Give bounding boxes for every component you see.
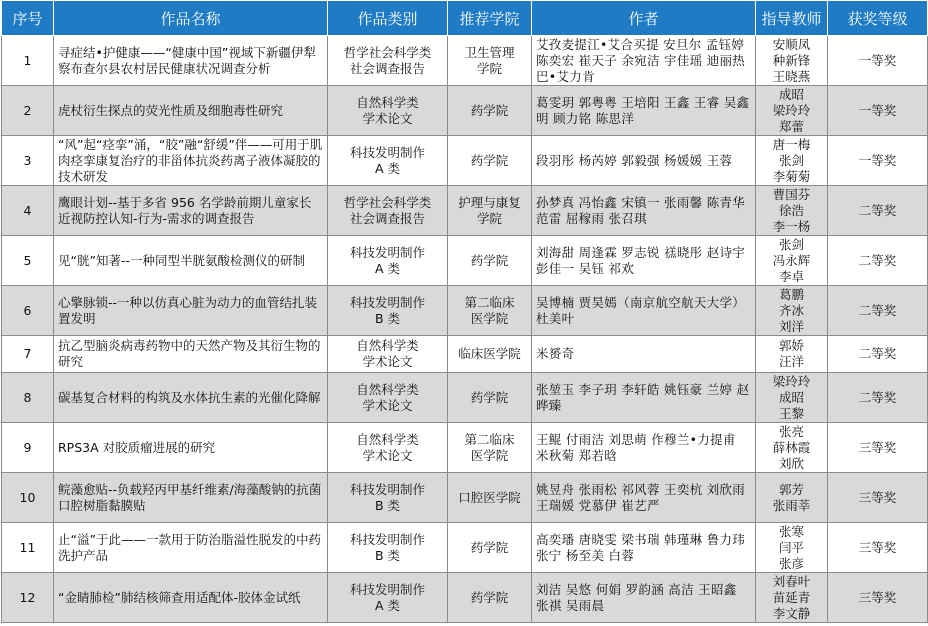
supervisor-name: 薛林霞 [772, 439, 811, 455]
row-index: 3 [2, 136, 54, 186]
recommending-college [448, 136, 532, 186]
category-line: B 类 [374, 497, 401, 513]
authors: 艾孜麦提江•艾合买提 安旦尔 孟钰婷 陈奕宏 崔天子 余宛洁 宇佳瑶 迪丽热巴•艾力肯 [532, 36, 756, 86]
category-line: 科技发明制作 [349, 144, 425, 160]
award-level: 一等奖 [828, 86, 928, 136]
supervisor-name: 成昭 [778, 389, 804, 405]
work-category [328, 573, 448, 623]
work-title: “金睛肺检”肺结核筛查用适配体-胶体金试纸 [54, 573, 328, 623]
supervisor-name: 王晓燕 [772, 68, 811, 84]
row-index: 4 [2, 186, 54, 236]
recommending-college [448, 186, 532, 236]
college-line: 药学院 [470, 152, 509, 168]
college-line: 口腔医学院 [458, 489, 521, 505]
supervisor-name: 刘欣 [778, 455, 804, 471]
work-category [328, 136, 448, 186]
category-line: A 类 [374, 260, 401, 276]
college-line: 药学院 [470, 589, 509, 605]
header-college: 推荐学院 [448, 1, 532, 36]
college-line: 临床医学院 [458, 346, 521, 361]
award-level: 三等奖 [828, 423, 928, 473]
category-line: 科技发明制作 [349, 531, 425, 547]
category-line: 科技发明制作 [349, 481, 425, 497]
category-line: 科技发明制作 [349, 294, 425, 310]
work-category [328, 36, 448, 86]
category-line: 自然科学类 [356, 381, 419, 397]
award-level: 三等奖 [828, 523, 928, 573]
award-level: 二等奖 [828, 336, 928, 373]
authors: 高奕璠 唐晓雯 梁书瑞 韩瑾琳 鲁力玮 张宁 杨至美 白蓉 [532, 523, 756, 573]
supervisor-name: 张雨莘 [772, 497, 811, 513]
supervisor-name: 种新锋 [772, 52, 811, 68]
table-row [2, 186, 928, 236]
recommending-college [448, 236, 532, 286]
table-row [2, 423, 928, 473]
work-title: 寻症结•护健康——“健康中国”视域下新疆伊犁察布查尔县农村居民健康状况调查分析 [54, 36, 328, 86]
category-line: 学术论文 [362, 397, 413, 413]
college-line: 护理与康复 [458, 194, 521, 210]
category-line: 社会调查报告 [349, 60, 425, 76]
supervisors [756, 473, 828, 523]
table-row [2, 286, 928, 336]
award-level: 二等奖 [828, 286, 928, 336]
supervisor-name: 曹国芬 [772, 186, 811, 202]
supervisor-name: 张寒 [778, 523, 804, 539]
supervisor-name: 张剑 [778, 236, 804, 252]
authors: 姚昱舟 张雨松 祁风蓉 王奕杭 刘欣雨 王瑞媛 党慕伊 崔艺严 [532, 473, 756, 523]
award-level: 二等奖 [828, 373, 928, 423]
supervisor-name: 冯永辉 [772, 252, 811, 268]
table-row [2, 136, 928, 186]
work-category [328, 523, 448, 573]
authors: 刘海甜 周逢霖 罗志锐 禚晓彤 赵诗宇 彭佳一 吴钰 祁欢 [532, 236, 756, 286]
supervisors [756, 86, 828, 136]
college-line: 药学院 [470, 252, 509, 268]
college-line: 第二临床 [464, 294, 515, 310]
work-title: 止“溢”于此——一款用于防治脂溢性脱发的中药洗护产品 [54, 523, 328, 573]
college-line: 学院 [476, 60, 502, 76]
supervisor-name: 张剑 [778, 152, 804, 168]
header-category: 作品类别 [328, 1, 448, 36]
work-title: 心擎脉锁--一种以仿真心脏为动力的血管结扎装置发明 [54, 286, 328, 336]
table-row [2, 373, 928, 423]
award-level: 二等奖 [828, 186, 928, 236]
category-line: 学术论文 [362, 354, 413, 369]
supervisor-name: 张亮 [778, 423, 804, 439]
authors: 米赟奇 [532, 336, 756, 373]
work-category [328, 86, 448, 136]
recommending-college [448, 86, 532, 136]
supervisor-name: 刘洋 [778, 318, 804, 334]
college-line: 学院 [476, 210, 502, 226]
row-index: 9 [2, 423, 54, 473]
authors: 张堃玉 李子玥 李轩皓 姚钰豪 兰婷 赵晔臻 [532, 373, 756, 423]
authors: 葛雯玥 郭粤粤 王培阳 王鑫 王睿 吴鑫明 顾力铭 陈思洋 [532, 86, 756, 136]
supervisor-name: 梁玲玲 [772, 373, 811, 389]
supervisor-name: 刘春叶 [772, 573, 811, 589]
college-line: 卫生管理 [464, 44, 515, 60]
recommending-college [448, 336, 532, 373]
row-index: 2 [2, 86, 54, 136]
recommending-college [448, 286, 532, 336]
supervisors [756, 573, 828, 623]
authors: 孙梦真 冯怡鑫 宋镇一 张雨馨 陈青华 范雷 屈稼雨 张召琪 [532, 186, 756, 236]
award-level: 二等奖 [828, 236, 928, 286]
supervisor-name: 李一杨 [772, 218, 811, 234]
table-row [2, 573, 928, 623]
header-title: 作品名称 [54, 1, 328, 36]
category-line: 科技发明制作 [349, 581, 425, 597]
header-index: 序号 [2, 1, 54, 36]
work-title: 虎杖衍生探点的荧光性质及细胞毒性研究 [54, 86, 328, 136]
work-title: “风”起“痉挛”涌，“胶”融“舒缓”伴——可用于肌肉痉挛康复治疗的非甾体抗炎药离子液体凝胶的技术研发 [54, 136, 328, 186]
recommending-college [448, 373, 532, 423]
recommending-college [448, 473, 532, 523]
category-line: 科技发明制作 [349, 244, 425, 260]
header-award-level: 获奖等级 [828, 1, 928, 36]
supervisor-name: 郭芳 [778, 481, 804, 497]
header-teachers: 指导教师 [756, 1, 828, 36]
college-line: 药学院 [470, 102, 509, 118]
category-line: 社会调查报告 [349, 210, 425, 226]
supervisors [756, 286, 828, 336]
category-line: 哲学社会科学类 [343, 44, 432, 60]
category-line: 学术论文 [362, 110, 413, 126]
category-line: B 类 [374, 547, 401, 563]
supervisors [756, 373, 828, 423]
row-index: 8 [2, 373, 54, 423]
table-row [2, 236, 928, 286]
recommending-college [448, 423, 532, 473]
work-title: 抗乙型脑炎病毒药物中的天然产物及其衍生物的研究 [54, 336, 328, 373]
work-category [328, 336, 448, 373]
supervisors [756, 186, 828, 236]
supervisor-name: 安顺凤 [772, 36, 811, 52]
row-index: 6 [2, 286, 54, 336]
row-index: 11 [2, 523, 54, 573]
supervisor-name: 汪洋 [778, 354, 804, 369]
supervisor-name: 成昭 [778, 86, 804, 102]
supervisors [756, 423, 828, 473]
supervisor-name: 李文静 [772, 605, 811, 621]
category-line: A 类 [374, 597, 401, 613]
award-level: 一等奖 [828, 136, 928, 186]
supervisor-name: 齐冰 [778, 302, 804, 318]
table-header-row [2, 1, 928, 36]
college-line: 药学院 [470, 389, 509, 405]
supervisor-name: 葛鹏 [778, 286, 804, 302]
category-line: A 类 [374, 160, 401, 176]
category-line: 自然科学类 [356, 94, 419, 110]
supervisor-name: 唐一梅 [772, 136, 811, 152]
supervisors [756, 523, 828, 573]
table-row [2, 36, 928, 86]
supervisor-name: 徐浩 [778, 202, 804, 218]
college-line: 药学院 [470, 539, 509, 555]
award-level: 三等奖 [828, 473, 928, 523]
supervisor-name: 苗延青 [772, 589, 811, 605]
supervisor-name: 闫平 [778, 539, 804, 555]
college-line: 医学院 [470, 310, 509, 326]
work-category [328, 373, 448, 423]
category-line: 哲学社会科学类 [343, 194, 432, 210]
table-row [2, 336, 928, 373]
work-title: 鹰眼计划--基于多省 956 名学龄前期儿童家长近视防控认知-行为-需求的调查报告 [54, 186, 328, 236]
table-row [2, 86, 928, 136]
category-line: 学术论文 [362, 447, 413, 463]
authors: 段羽彤 杨芮婷 郭毅强 杨媛媛 王蓉 [532, 136, 756, 186]
authors: 吴博楠 贾昊嫣（南京航空航天大学） 杜美叶 [532, 286, 756, 336]
college-line: 医学院 [470, 447, 509, 463]
work-category [328, 423, 448, 473]
supervisors [756, 136, 828, 186]
work-category [328, 186, 448, 236]
supervisor-name: 郭娇 [778, 338, 804, 353]
supervisor-name: 梁玲玲 [772, 102, 811, 118]
category-line: 自然科学类 [356, 338, 419, 353]
supervisor-name: 王黎 [778, 405, 804, 421]
recommending-college [448, 36, 532, 86]
work-title: 鲩藻愈贴--负载羟丙甲基纤维素/海藻酸钠的抗菌口腔树脂黏膜贴 [54, 473, 328, 523]
supervisors [756, 36, 828, 86]
recommending-college [448, 573, 532, 623]
work-title: 见“胱”知著--一种同型半胱氨酸检测仪的研制 [54, 236, 328, 286]
work-title: RPS3A 对胶质瘤进展的研究 [54, 423, 328, 473]
awards-table [1, 0, 928, 623]
row-index: 10 [2, 473, 54, 523]
supervisors [756, 336, 828, 373]
work-category [328, 236, 448, 286]
recommending-college [448, 523, 532, 573]
work-category [328, 286, 448, 336]
work-title: 碳基复合材料的构筑及水体抗生素的光催化降解 [54, 373, 328, 423]
supervisors [756, 236, 828, 286]
table-row [2, 523, 928, 573]
supervisor-name: 李菊菊 [772, 168, 811, 184]
supervisor-name: 郑蕾 [778, 118, 804, 134]
award-level: 一等奖 [828, 36, 928, 86]
row-index: 5 [2, 236, 54, 286]
category-line: B 类 [374, 310, 401, 326]
row-index: 1 [2, 36, 54, 86]
supervisor-name: 张彦 [778, 555, 804, 571]
college-line: 第二临床 [464, 431, 515, 447]
authors: 刘洁 吴悠 何娟 罗韵涵 高洁 王昭鑫 张祺 吴雨晨 [532, 573, 756, 623]
row-index: 12 [2, 573, 54, 623]
work-category [328, 473, 448, 523]
supervisor-name: 李卓 [778, 268, 804, 284]
table-row [2, 473, 928, 523]
category-line: 自然科学类 [356, 431, 419, 447]
row-index: 7 [2, 336, 54, 373]
award-level: 三等奖 [828, 573, 928, 623]
header-authors: 作者 [532, 1, 756, 36]
authors: 王鲲 付雨洁 刘思萌 作穆兰•力提甫 米秋菊 郑若晗 [532, 423, 756, 473]
